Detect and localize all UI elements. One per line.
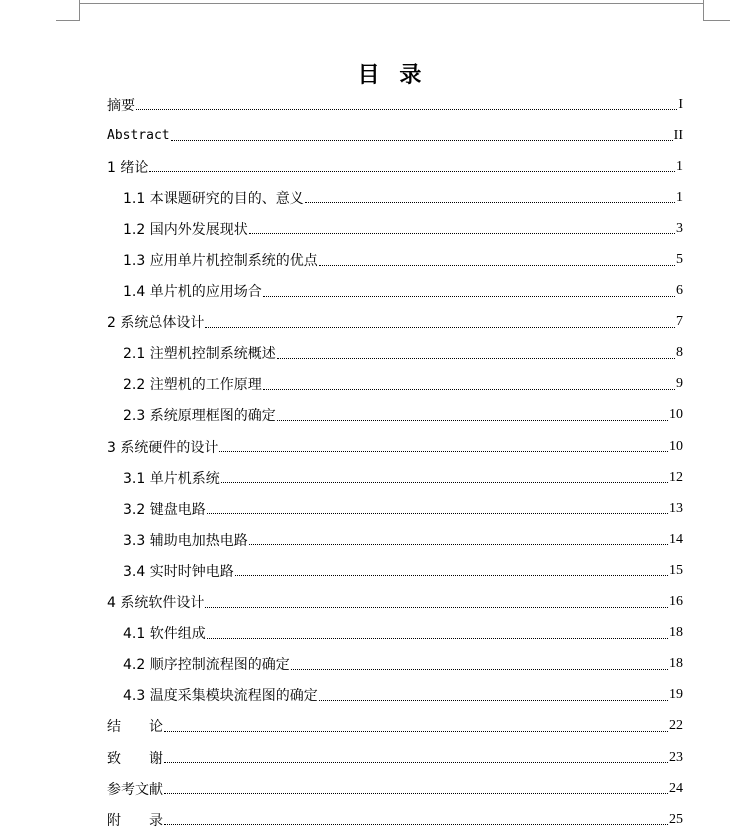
dot-leader <box>249 544 668 545</box>
toc-entry-label: 4.2 顺序控制流程图的确定 <box>123 657 290 674</box>
crop-mark-right-vertical <box>703 0 704 21</box>
toc-entry[interactable] <box>107 711 683 742</box>
dot-leader <box>171 140 673 141</box>
toc-entry-page-number: 6 <box>676 283 683 299</box>
dot-leader <box>164 793 668 794</box>
toc-entry-page-number: 15 <box>669 562 683 578</box>
toc-entry-label: 4.1 软件组成 <box>123 626 206 643</box>
toc-entry-page-number: 24 <box>669 780 683 796</box>
toc-entry-page-number: 7 <box>676 314 683 330</box>
toc-entry-page-number: 12 <box>669 469 683 485</box>
toc-entry-page-number: 13 <box>669 500 683 516</box>
toc-entry-label: 1.2 国内外发展现状 <box>123 221 248 238</box>
toc-entry-label: 1.4 单片机的应用场合 <box>123 284 262 301</box>
toc-entry-label: 参考文献 <box>107 781 163 798</box>
toc-entry-label: 2.3 系统原理框图的确定 <box>123 408 276 425</box>
toc-entry-page-number: 16 <box>669 594 683 610</box>
toc-entry-label: 1.3 应用单片机控制系统的优点 <box>123 253 318 270</box>
toc-entry-label: 摘要 <box>107 97 135 114</box>
toc-entry-label: 3 系统硬件的设计 <box>107 439 219 456</box>
toc-entry-page-number: 18 <box>669 656 683 672</box>
toc-entry-label: 3.3 辅助电加热电路 <box>123 532 248 549</box>
toc-entry-label: 1.1 本课题研究的目的、意义 <box>123 190 304 207</box>
toc-entry[interactable] <box>107 89 683 120</box>
toc-entry[interactable] <box>107 338 683 369</box>
toc-entry-page-number: 1 <box>676 189 683 205</box>
toc-entry-label: 3.4 实时时钟电路 <box>123 563 234 580</box>
dot-leader <box>164 824 668 825</box>
dot-leader <box>263 389 675 390</box>
toc-entry-page-number: 1 <box>676 158 683 174</box>
crop-mark-top-line <box>79 3 703 4</box>
toc-entry-page-number: 10 <box>669 438 683 454</box>
dot-leader <box>249 233 675 234</box>
toc-entry-page-number: 3 <box>676 220 683 236</box>
crop-mark-left-horizontal <box>56 20 80 21</box>
toc-entry-label: 1 绪论 <box>107 159 149 176</box>
crop-mark-right-horizontal <box>703 20 730 21</box>
toc-entry[interactable] <box>107 555 683 586</box>
toc-entry-label: 3.1 单片机系统 <box>123 470 220 487</box>
dot-leader <box>305 202 675 203</box>
toc-entry-page-number: 14 <box>669 531 683 547</box>
toc-entry-page-number: 25 <box>669 811 683 827</box>
toc-entry[interactable] <box>107 587 683 618</box>
toc-entry[interactable] <box>107 431 683 462</box>
toc-entry[interactable] <box>107 618 683 649</box>
toc-entry-label: 2 系统总体设计 <box>107 315 205 332</box>
toc-entry-label: 致 谢 <box>107 750 163 767</box>
toc-entry-page-number: 19 <box>669 687 683 703</box>
dot-leader <box>149 171 675 172</box>
dot-leader <box>263 296 675 297</box>
toc-entry-page-number: 8 <box>676 345 683 361</box>
toc-entry[interactable] <box>107 213 683 244</box>
toc-entry[interactable] <box>107 244 683 275</box>
dot-leader <box>291 669 668 670</box>
toc-entry[interactable] <box>107 462 683 493</box>
toc-entry[interactable] <box>107 182 683 213</box>
toc-entry[interactable] <box>107 773 683 804</box>
dot-leader <box>205 327 675 328</box>
toc-entry[interactable] <box>107 524 683 555</box>
toc-entry[interactable] <box>107 369 683 400</box>
toc-entry-page-number: 10 <box>669 407 683 423</box>
dot-leader <box>219 451 668 452</box>
toc-title: 目 录 <box>357 63 428 88</box>
dot-leader <box>205 607 668 608</box>
dot-leader <box>207 513 668 514</box>
toc-entry[interactable] <box>107 276 683 307</box>
dot-leader <box>319 700 668 701</box>
toc-entry-label: 结 论 <box>107 719 163 736</box>
toc-entry[interactable] <box>107 400 683 431</box>
toc-entry-label: 4.3 温度采集模块流程图的确定 <box>123 688 318 705</box>
toc-entry[interactable] <box>107 680 683 711</box>
toc-entry[interactable] <box>107 120 683 151</box>
toc-entry-page-number: 23 <box>669 749 683 765</box>
dot-leader <box>277 420 668 421</box>
dot-leader <box>164 731 668 732</box>
toc-entry-page-number: I <box>678 96 683 112</box>
dot-leader <box>319 265 675 266</box>
toc-entry-label: 4 系统软件设计 <box>107 595 205 612</box>
toc-entry-label: 附 录 <box>107 812 163 829</box>
dot-leader <box>164 762 668 763</box>
crop-mark-left-vertical <box>79 0 80 21</box>
dot-leader <box>136 109 677 110</box>
toc-entry-page-number: 18 <box>669 625 683 641</box>
toc-entry[interactable] <box>107 151 683 182</box>
dot-leader <box>207 638 668 639</box>
dot-leader <box>235 575 668 576</box>
toc-entry[interactable] <box>107 493 683 524</box>
toc-entry-label: Abstract <box>107 128 170 144</box>
toc-entry-page-number: II <box>673 127 683 143</box>
dot-leader <box>221 482 668 483</box>
toc-entry-page-number: 5 <box>676 252 683 268</box>
toc-entry-page-number: 22 <box>669 718 683 734</box>
toc-entry[interactable] <box>107 742 683 773</box>
toc-entry-label: 2.1 注塑机控制系统概述 <box>123 346 276 363</box>
dot-leader <box>277 358 675 359</box>
toc-entry-label: 2.2 注塑机的工作原理 <box>123 377 262 394</box>
toc-entry-label: 3.2 键盘电路 <box>123 501 206 518</box>
toc-entry[interactable] <box>107 307 683 338</box>
toc-entry[interactable] <box>107 649 683 680</box>
table-of-contents <box>107 89 683 835</box>
toc-entry[interactable] <box>107 804 683 835</box>
toc-entry-page-number: 9 <box>676 376 683 392</box>
